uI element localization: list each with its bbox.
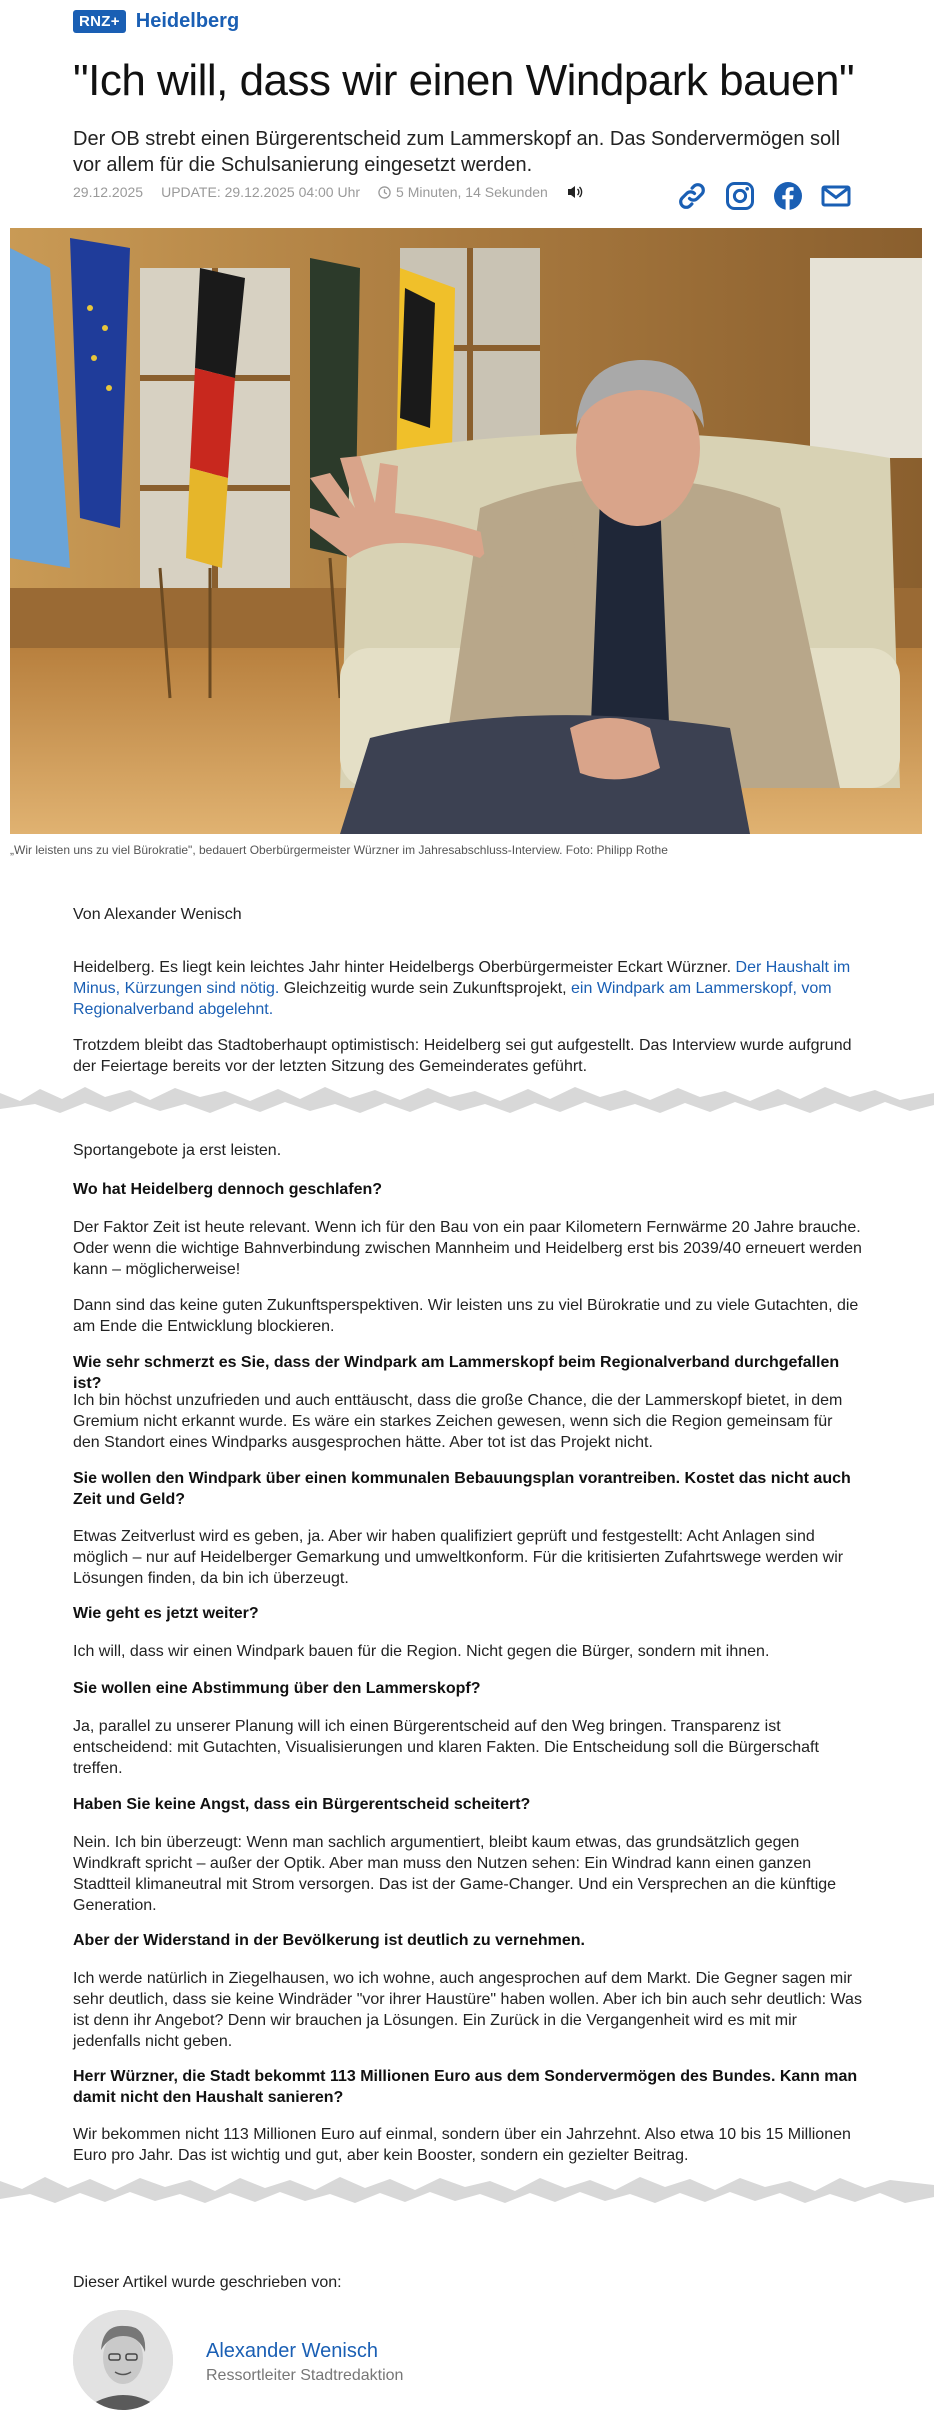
question-8: Herr Würzner, die Stadt bekommt 113 Millionen Euro aus dem Sondervermögen des Bundes. Kann man damit nicht den Haushalt sanieren? (73, 2068, 858, 2106)
rnz-plus-badge: RNZ+ (73, 10, 126, 33)
windpark-article-link[interactable]: ein Windpark am Lammerskopf, vom Regionalverband abgelehnt. (73, 980, 832, 1018)
article-headline: "Ich will, dass wir einen Windpark bauen" (73, 56, 855, 105)
kicker (73, 10, 239, 33)
reading-time (378, 184, 548, 200)
hero-photo (10, 228, 922, 834)
intro-paragraph (73, 957, 863, 1020)
publish-date: 29.12.2025 (73, 184, 144, 200)
speaker-icon[interactable] (566, 184, 584, 200)
update-date: UPDATE: 29.12.2025 04:00 Uhr (161, 184, 361, 200)
question-6: Haben Sie keine Angst, dass ein Bürgerentscheid scheitert? (73, 1796, 531, 1813)
answer-1: Der Faktor Zeit ist heute relevant. Wenn ich für den Bau von ein paar Kilometern Fernwärme 20 Jahre brauche. Oder wenn die wichtige Bahnverbindung zwischen Mannheim und Heidelberg erst bis 2039/40 erneuert werden kann – möglicherweise! (73, 1219, 862, 1278)
section-link[interactable]: Heidelberg (135, 10, 240, 32)
clock-icon (378, 186, 391, 199)
question-3: Sie wollen den Windpark über einen kommunalen Bebauungsplan vorantreiben. Kostet das nicht auch Zeit und Geld? (73, 1470, 851, 1508)
photo-caption: „Wir leisten uns zu viel Bürokratie", bedauert Oberbürgermeister Würzner im Jahresabschluss-Interview. Foto: Philipp Rothe (10, 843, 668, 857)
budget-article-link[interactable]: Der Haushalt im Minus, Kürzungen sind nötig. (73, 959, 851, 997)
byline: Von Alexander Wenisch (73, 906, 242, 923)
author-avatar[interactable] (73, 2310, 173, 2410)
article-meta (73, 184, 584, 200)
paragraph-optimism: Trotzdem bleibt das Stadtoberhaupt optimistisch: Heidelberg sei gut aufgestellt. Das Interview wurde aufgrund der Feiertage bereits vor der letzten Sitzung des Gemeinderates geführt. (73, 1037, 852, 1075)
question-7: Aber der Widerstand in der Bevölkerung ist deutlich zu vernehmen. (73, 1932, 585, 1949)
author-role: Ressortleiter Stadtredaktion (206, 2367, 404, 2384)
answer-7: Ich werde natürlich in Ziegelhausen, wo ich wohne, auch angesprochen auf dem Markt. Die Gegner sagen mir sehr deutlich, dass sie keine Windräder "vor ihrer Haustüre" haben wollen. Aber ich bin auch sehr deutlich: Was ist denn ihr Angebot? Denn wir brauchen ja Lösungen. Ein Zurück in die Vergangenheit wird es mit mir jedenfalls nicht geben. (73, 1970, 862, 2050)
intro-text-1: Heidelberg. Es liegt kein leichtes Jahr hinter Heidelbergs Oberbürgermeister Eckart Würzner. (73, 959, 736, 976)
answer-5: Ja, parallel zu unserer Planung will ich einen Bürgerentscheid auf den Weg bringen. Transparenz ist entscheidend: mit Gutachten, Visualisierungen und klaren Fakten. Die Entscheidung soll die Bürgerschaft treffen. (73, 1718, 819, 1777)
office-interview-photo (10, 228, 922, 834)
share-bar (676, 180, 852, 212)
paragraph-fragment: Sportangebote ja erst leisten. (73, 1142, 282, 1159)
author-name-link[interactable]: Alexander Wenisch (206, 2340, 378, 2362)
author-portrait (73, 2310, 173, 2410)
torn-edge-divider (0, 1075, 934, 1125)
article-teaser: Der OB strebt einen Bürgerentscheid zum Lammerskopf an. Das Sondervermögen soll vor allem für die Schulsanierung eingesetzt werden. (73, 128, 841, 176)
answer-4: Ich will, dass wir einen Windpark bauen für die Region. Nicht gegen die Bürger, sondern mit ihnen. (73, 1643, 770, 1660)
question-4: Wie geht es jetzt weiter? (73, 1605, 259, 1622)
answer-2: Ich bin höchst unzufrieden und auch enttäuscht, dass die große Chance, die der Lammerskopf bietet, in dem Gremium nicht erkannt wurde. Es wäre ein starkes Zeichen gewesen, wenn sich die Region gemeinsam für den Standort eines Windparks ausgesprochen hätte. Aber tot ist das Projekt nicht. (73, 1392, 843, 1451)
question-5: Sie wollen eine Abstimmung über den Lammerskopf? (73, 1680, 481, 1697)
answer-6: Nein. Ich bin überzeugt: Wenn man sachlich argumentiert, bleibt kaum etwas, das grundsätzlich gegen Windkraft spricht – außer der Optik. Aber man muss den Nutzen sehen: Ein Windrad kann einen ganzen Stadtteil klimaneutral mit Strom versorgen. Das ist der Game-Changer. Und ein Versprechen an die künftige Generation. (73, 1834, 837, 1914)
torn-edge-divider-end (0, 2165, 934, 2215)
reading-time-label: 5 Minuten, 14 Sekunden (396, 184, 548, 200)
answer-3: Etwas Zeitverlust wird es geben, ja. Aber wir haben qualifiziert geprüft und festgestellt: Acht Anlagen sind möglich – nur auf Heidelberger Gemarkung und umweltkonform. Für die kritisierten Zufahrtswege werden wir Lösungen finden, da bin ich überzeugt. (73, 1528, 844, 1587)
written-by-label: Dieser Artikel wurde geschrieben von: (73, 2274, 342, 2291)
link-icon[interactable] (676, 180, 708, 212)
intro-text-2: Gleichzeitig wurde sein Zukunftsprojekt, (279, 980, 572, 997)
answer-1b: Dann sind das keine guten Zukunftsperspektiven. Wir leisten uns zu viel Bürokratie und zu viele Gutachten, die am Ende die Entwicklung blockieren. (73, 1297, 859, 1335)
mail-icon[interactable] (820, 180, 852, 212)
instagram-icon[interactable] (724, 180, 756, 212)
question-1: Wo hat Heidelberg dennoch geschlafen? (73, 1181, 383, 1198)
facebook-icon[interactable] (772, 180, 804, 212)
answer-8: Wir bekommen nicht 113 Millionen Euro auf einmal, sondern über ein Jahrzehnt. Also etwa 10 bis 15 Millionen Euro pro Jahr. Das ist wichtig und gut, aber kein Booster, sondern ein gezielter Beitrag. (73, 2126, 851, 2164)
question-2: Wie sehr schmerzt es Sie, dass der Windpark am Lammerskopf beim Regionalverband durchgefallen ist? (73, 1354, 840, 1392)
